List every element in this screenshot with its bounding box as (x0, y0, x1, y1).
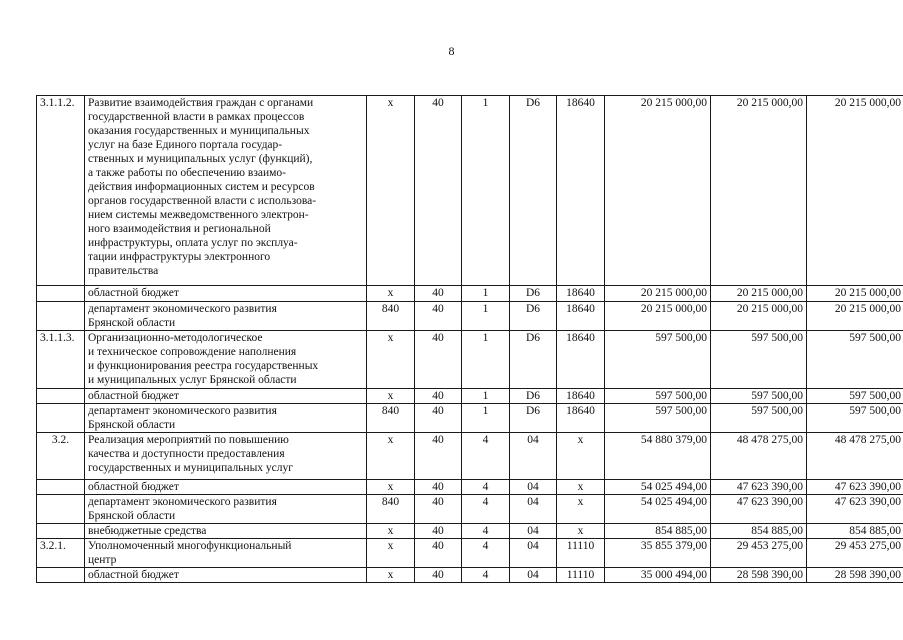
cell-value-3: 20 215 000,00 (807, 286, 903, 302)
cell-value-3: 597 500,00 (807, 404, 903, 433)
cell-value-2: 48 478 275,00 (711, 433, 807, 480)
cell-vr: 18640 (557, 404, 605, 433)
table-row (37, 96, 903, 286)
cell-csr: D6 (510, 331, 557, 389)
row-code (37, 389, 85, 404)
cell-value-3: 597 500,00 (807, 331, 903, 389)
cell-csr: D6 (510, 389, 557, 404)
cell-csr: D6 (510, 404, 557, 433)
cell-value-1: 54 025 494,00 (605, 495, 711, 524)
row-code (37, 286, 85, 302)
cell-value-1: 35 855 379,00 (605, 539, 711, 568)
cell-value-1: 854 885,00 (605, 524, 711, 539)
cell-pr: 1 (462, 96, 510, 286)
cell-vr: х (557, 524, 605, 539)
cell-csr: 04 (510, 568, 557, 583)
cell-value-1: 54 880 379,00 (605, 433, 711, 480)
cell-value-1: 54 025 494,00 (605, 480, 711, 495)
cell-rz: 40 (415, 539, 462, 568)
row-name: Уполномоченный многофункциональный центр (85, 539, 367, 568)
cell-pr: 1 (462, 404, 510, 433)
table-row (37, 302, 903, 331)
row-name: внебюджетные средства (85, 524, 367, 539)
cell-rz: 40 (415, 480, 462, 495)
cell-rz: 40 (415, 389, 462, 404)
table-row (37, 495, 903, 524)
cell-grbs: 840 (367, 302, 415, 331)
cell-grbs: х (367, 389, 415, 404)
cell-value-3: 47 623 390,00 (807, 495, 903, 524)
cell-csr: D6 (510, 96, 557, 286)
cell-value-2: 854 885,00 (711, 524, 807, 539)
row-code: 3.1.1.2. (37, 96, 85, 286)
cell-rz: 40 (415, 495, 462, 524)
cell-value-2: 47 623 390,00 (711, 480, 807, 495)
cell-value-1: 20 215 000,00 (605, 96, 711, 286)
row-code (37, 302, 85, 331)
table-row (37, 389, 903, 404)
cell-pr: 1 (462, 286, 510, 302)
cell-value-3: 854 885,00 (807, 524, 903, 539)
table-row (37, 286, 903, 302)
row-code (37, 404, 85, 433)
row-name: областной бюджет (85, 568, 367, 583)
table-row (37, 524, 903, 539)
cell-pr: 4 (462, 495, 510, 524)
cell-value-2: 597 500,00 (711, 331, 807, 389)
cell-vr: 11110 (557, 568, 605, 583)
row-name: департамент экономического развития Брянской области (85, 404, 367, 433)
cell-rz: 40 (415, 331, 462, 389)
cell-vr: 11110 (557, 539, 605, 568)
cell-rz: 40 (415, 302, 462, 331)
cell-grbs: х (367, 524, 415, 539)
cell-grbs: 840 (367, 404, 415, 433)
cell-vr: 18640 (557, 302, 605, 331)
cell-csr: 04 (510, 495, 557, 524)
row-name: департамент экономического развития Брянской области (85, 495, 367, 524)
cell-value-3: 20 215 000,00 (807, 302, 903, 331)
page-number: 8 (448, 44, 455, 58)
cell-rz: 40 (415, 404, 462, 433)
row-name: Реализация мероприятий по повышению качества и доступности предоставления государственных и муниципальных услуг (85, 433, 367, 480)
row-code (37, 480, 85, 495)
cell-value-1: 35 000 494,00 (605, 568, 711, 583)
row-name: Организационно-методологическое и техническое сопровождение наполнения и функционирования реестра государственных и муниципальных услуг Брянской области (85, 331, 367, 389)
cell-rz: 40 (415, 568, 462, 583)
table-row (37, 539, 903, 568)
cell-vr: 18640 (557, 96, 605, 286)
cell-value-3: 20 215 000,00 (807, 96, 903, 286)
cell-csr: 04 (510, 539, 557, 568)
cell-value-1: 597 500,00 (605, 331, 711, 389)
table-row (37, 480, 903, 495)
cell-vr: х (557, 480, 605, 495)
cell-vr: 18640 (557, 331, 605, 389)
cell-grbs: х (367, 539, 415, 568)
cell-value-2: 20 215 000,00 (711, 302, 807, 331)
cell-pr: 4 (462, 524, 510, 539)
cell-pr: 4 (462, 539, 510, 568)
cell-rz: 40 (415, 524, 462, 539)
cell-grbs: 840 (367, 495, 415, 524)
row-code (37, 524, 85, 539)
cell-pr: 4 (462, 568, 510, 583)
cell-pr: 4 (462, 480, 510, 495)
cell-vr: х (557, 495, 605, 524)
cell-csr: 04 (510, 433, 557, 480)
cell-grbs: х (367, 480, 415, 495)
cell-pr: 4 (462, 433, 510, 480)
cell-csr: D6 (510, 302, 557, 331)
cell-csr: 04 (510, 480, 557, 495)
cell-csr: 04 (510, 524, 557, 539)
row-name: областной бюджет (85, 389, 367, 404)
cell-rz: 40 (415, 433, 462, 480)
cell-value-3: 29 453 275,00 (807, 539, 903, 568)
cell-vr: 18640 (557, 389, 605, 404)
cell-value-2: 20 215 000,00 (711, 96, 807, 286)
cell-value-1: 597 500,00 (605, 389, 711, 404)
cell-csr: D6 (510, 286, 557, 302)
row-code: 3.1.1.3. (37, 331, 85, 389)
row-name: департамент экономического развития Брянской области (85, 302, 367, 331)
row-name: областной бюджет (85, 480, 367, 495)
table-row (37, 404, 903, 433)
cell-value-1: 20 215 000,00 (605, 286, 711, 302)
cell-pr: 1 (462, 331, 510, 389)
row-name: областной бюджет (85, 286, 367, 302)
cell-pr: 1 (462, 302, 510, 331)
cell-grbs: х (367, 433, 415, 480)
table-row (37, 568, 903, 583)
cell-vr: х (557, 433, 605, 480)
cell-value-2: 28 598 390,00 (711, 568, 807, 583)
cell-value-2: 29 453 275,00 (711, 539, 807, 568)
cell-value-3: 597 500,00 (807, 389, 903, 404)
row-code (37, 495, 85, 524)
budget-table (36, 95, 903, 583)
cell-vr: 18640 (557, 286, 605, 302)
cell-pr: 1 (462, 389, 510, 404)
cell-value-3: 48 478 275,00 (807, 433, 903, 480)
cell-value-2: 597 500,00 (711, 389, 807, 404)
cell-value-2: 597 500,00 (711, 404, 807, 433)
row-code (37, 568, 85, 583)
cell-grbs: х (367, 96, 415, 286)
cell-grbs: х (367, 331, 415, 389)
row-name: Развитие взаимодействия граждан с органами государственной власти в рамках процессов оказания государственных и муниципальных услуг на базе Единого портала государ- ственных и муниципальных услуг (функций), а также работы по обеспечению взаимо- действия информационных систем и ресурсов органов государственной власти с использова- нием системы межведомственного электрон- ного взаимодействия и региональной инфраструктуры, оплата услуг по эксплуа- тации инфраструктуры электронного правительства (85, 96, 367, 286)
cell-rz: 40 (415, 96, 462, 286)
cell-value-2: 47 623 390,00 (711, 495, 807, 524)
cell-value-1: 20 215 000,00 (605, 302, 711, 331)
cell-value-2: 20 215 000,00 (711, 286, 807, 302)
row-code: 3.2. (37, 433, 85, 480)
table-row (37, 433, 903, 480)
cell-value-3: 47 623 390,00 (807, 480, 903, 495)
table-row (37, 331, 903, 389)
row-code: 3.2.1. (37, 539, 85, 568)
cell-value-1: 597 500,00 (605, 404, 711, 433)
cell-value-3: 28 598 390,00 (807, 568, 903, 583)
cell-grbs: х (367, 568, 415, 583)
cell-rz: 40 (415, 286, 462, 302)
cell-grbs: х (367, 286, 415, 302)
